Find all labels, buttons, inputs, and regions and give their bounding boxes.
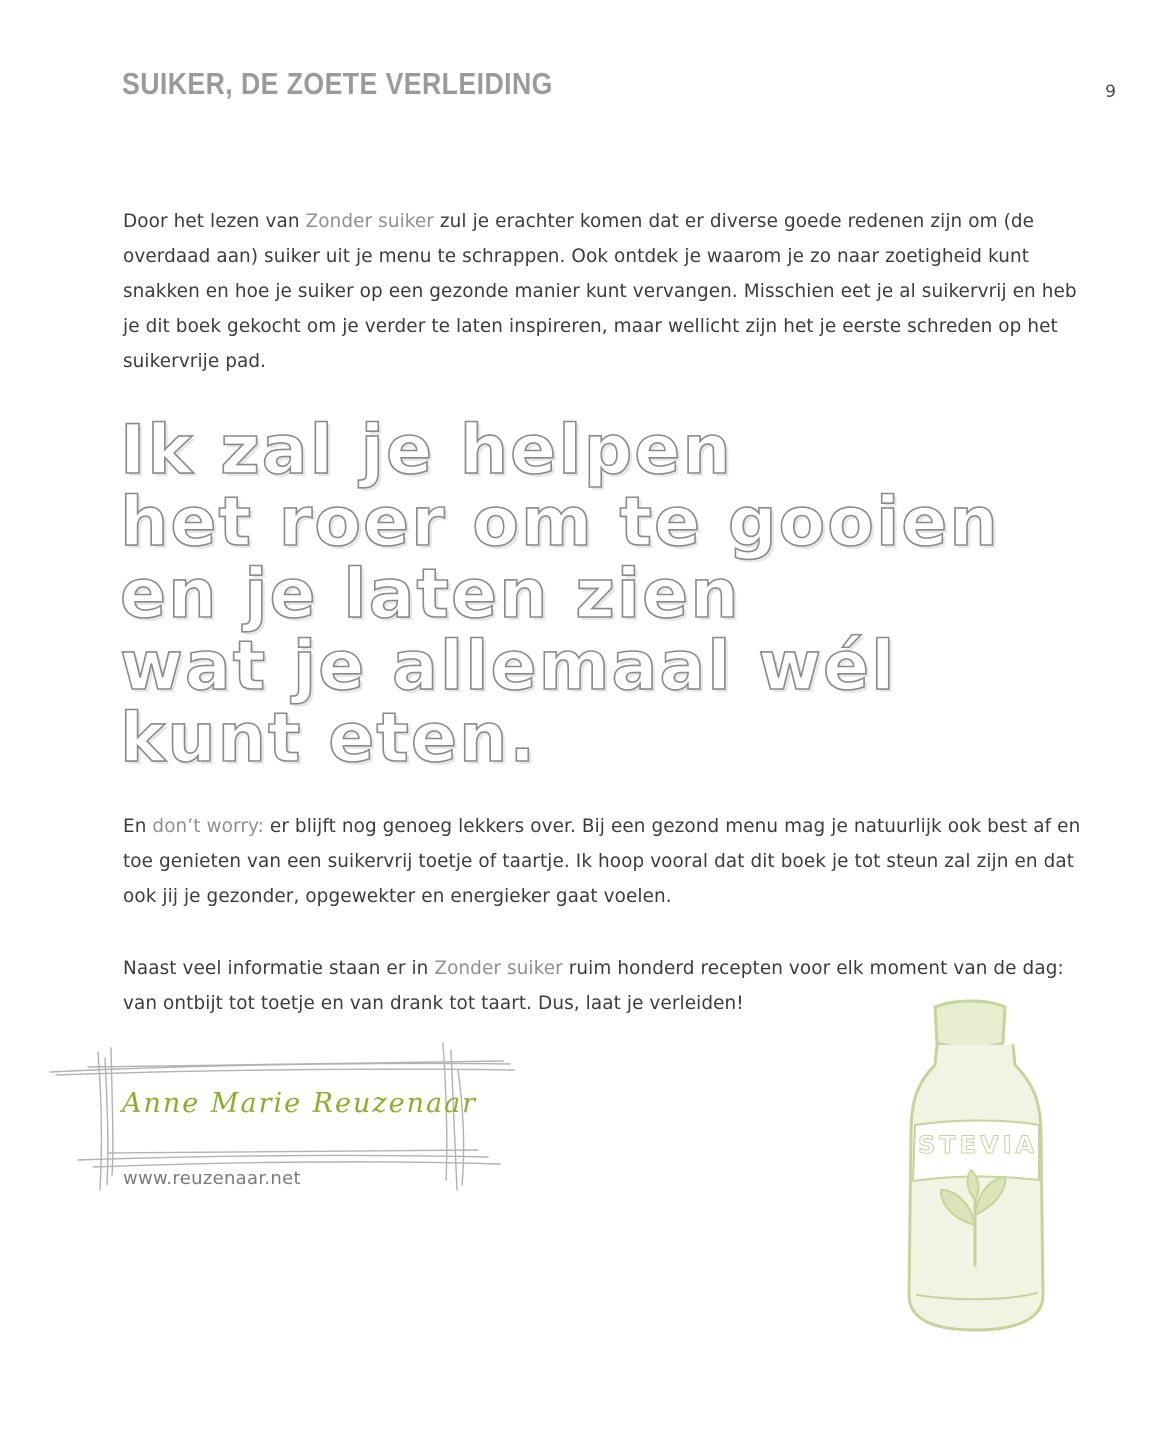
- worry-paragraph: [123, 809, 1083, 914]
- author-signature: Anne Marie Reuzenaar: [122, 1088, 478, 1119]
- pull-quote-line: en je laten zien: [120, 555, 741, 634]
- stevia-bottle-illustration: [895, 995, 1055, 1340]
- bottle-label: STEVIA: [918, 1131, 1039, 1159]
- recipes-text-end: ruim honderd recepten voor elk moment van de dag: van ontbijt tot toetje en van drank tot taart. Dus, laat je verleiden!: [123, 958, 1064, 1014]
- running-title: SUIKER, DE ZOETE VERLEIDING: [122, 66, 553, 101]
- intro-text-end: zul je erachter komen dat er diverse goede redenen zijn om (de overdaad aan) suiker uit je menu te schrappen. Ook ontdek je waarom je zo naar zoetigheid kunt snakken en hoe je suiker op een gezonde manier kunt vervangen. Misschien eet je al suikervrij en heb je dit boek gekocht om je verder te laten inspireren, maar wellicht zijn het je eerste schreden op het suikervrije pad.: [123, 211, 1077, 372]
- book-title-mention: Zonder suiker: [434, 958, 563, 979]
- worry-text-start: En: [123, 816, 153, 837]
- dont-worry-highlight: don’t worry:: [152, 816, 264, 837]
- pull-quote-line: het roer om te gooien: [120, 483, 1000, 562]
- author-website[interactable]: www.reuzenaar.net: [123, 1168, 301, 1189]
- pull-quote-line: kunt eten.: [120, 699, 538, 778]
- book-title-mention: Zonder suiker: [305, 211, 434, 232]
- recipes-text-start: Naast veel informatie staan er in: [123, 958, 435, 979]
- intro-paragraph: [123, 204, 1083, 379]
- page-number: 9: [1105, 82, 1116, 102]
- worry-text-end: er blijft nog genoeg lekkers over. Bij een gezond menu mag je natuurlijk ook best af en toe genieten van een suikervrij toetje of taartje. Ik hoop vooral dat dit boek je tot steun zal zijn en dat ook jij je gezonder, opgewekter en energieker gaat voelen.: [123, 816, 1081, 907]
- pull-quote-line: wat je allemaal wél: [120, 627, 897, 706]
- pull-quote: [120, 411, 1000, 778]
- pull-quote-line: Ik zal je helpen: [120, 411, 733, 490]
- intro-text-start: Door het lezen van: [123, 211, 306, 232]
